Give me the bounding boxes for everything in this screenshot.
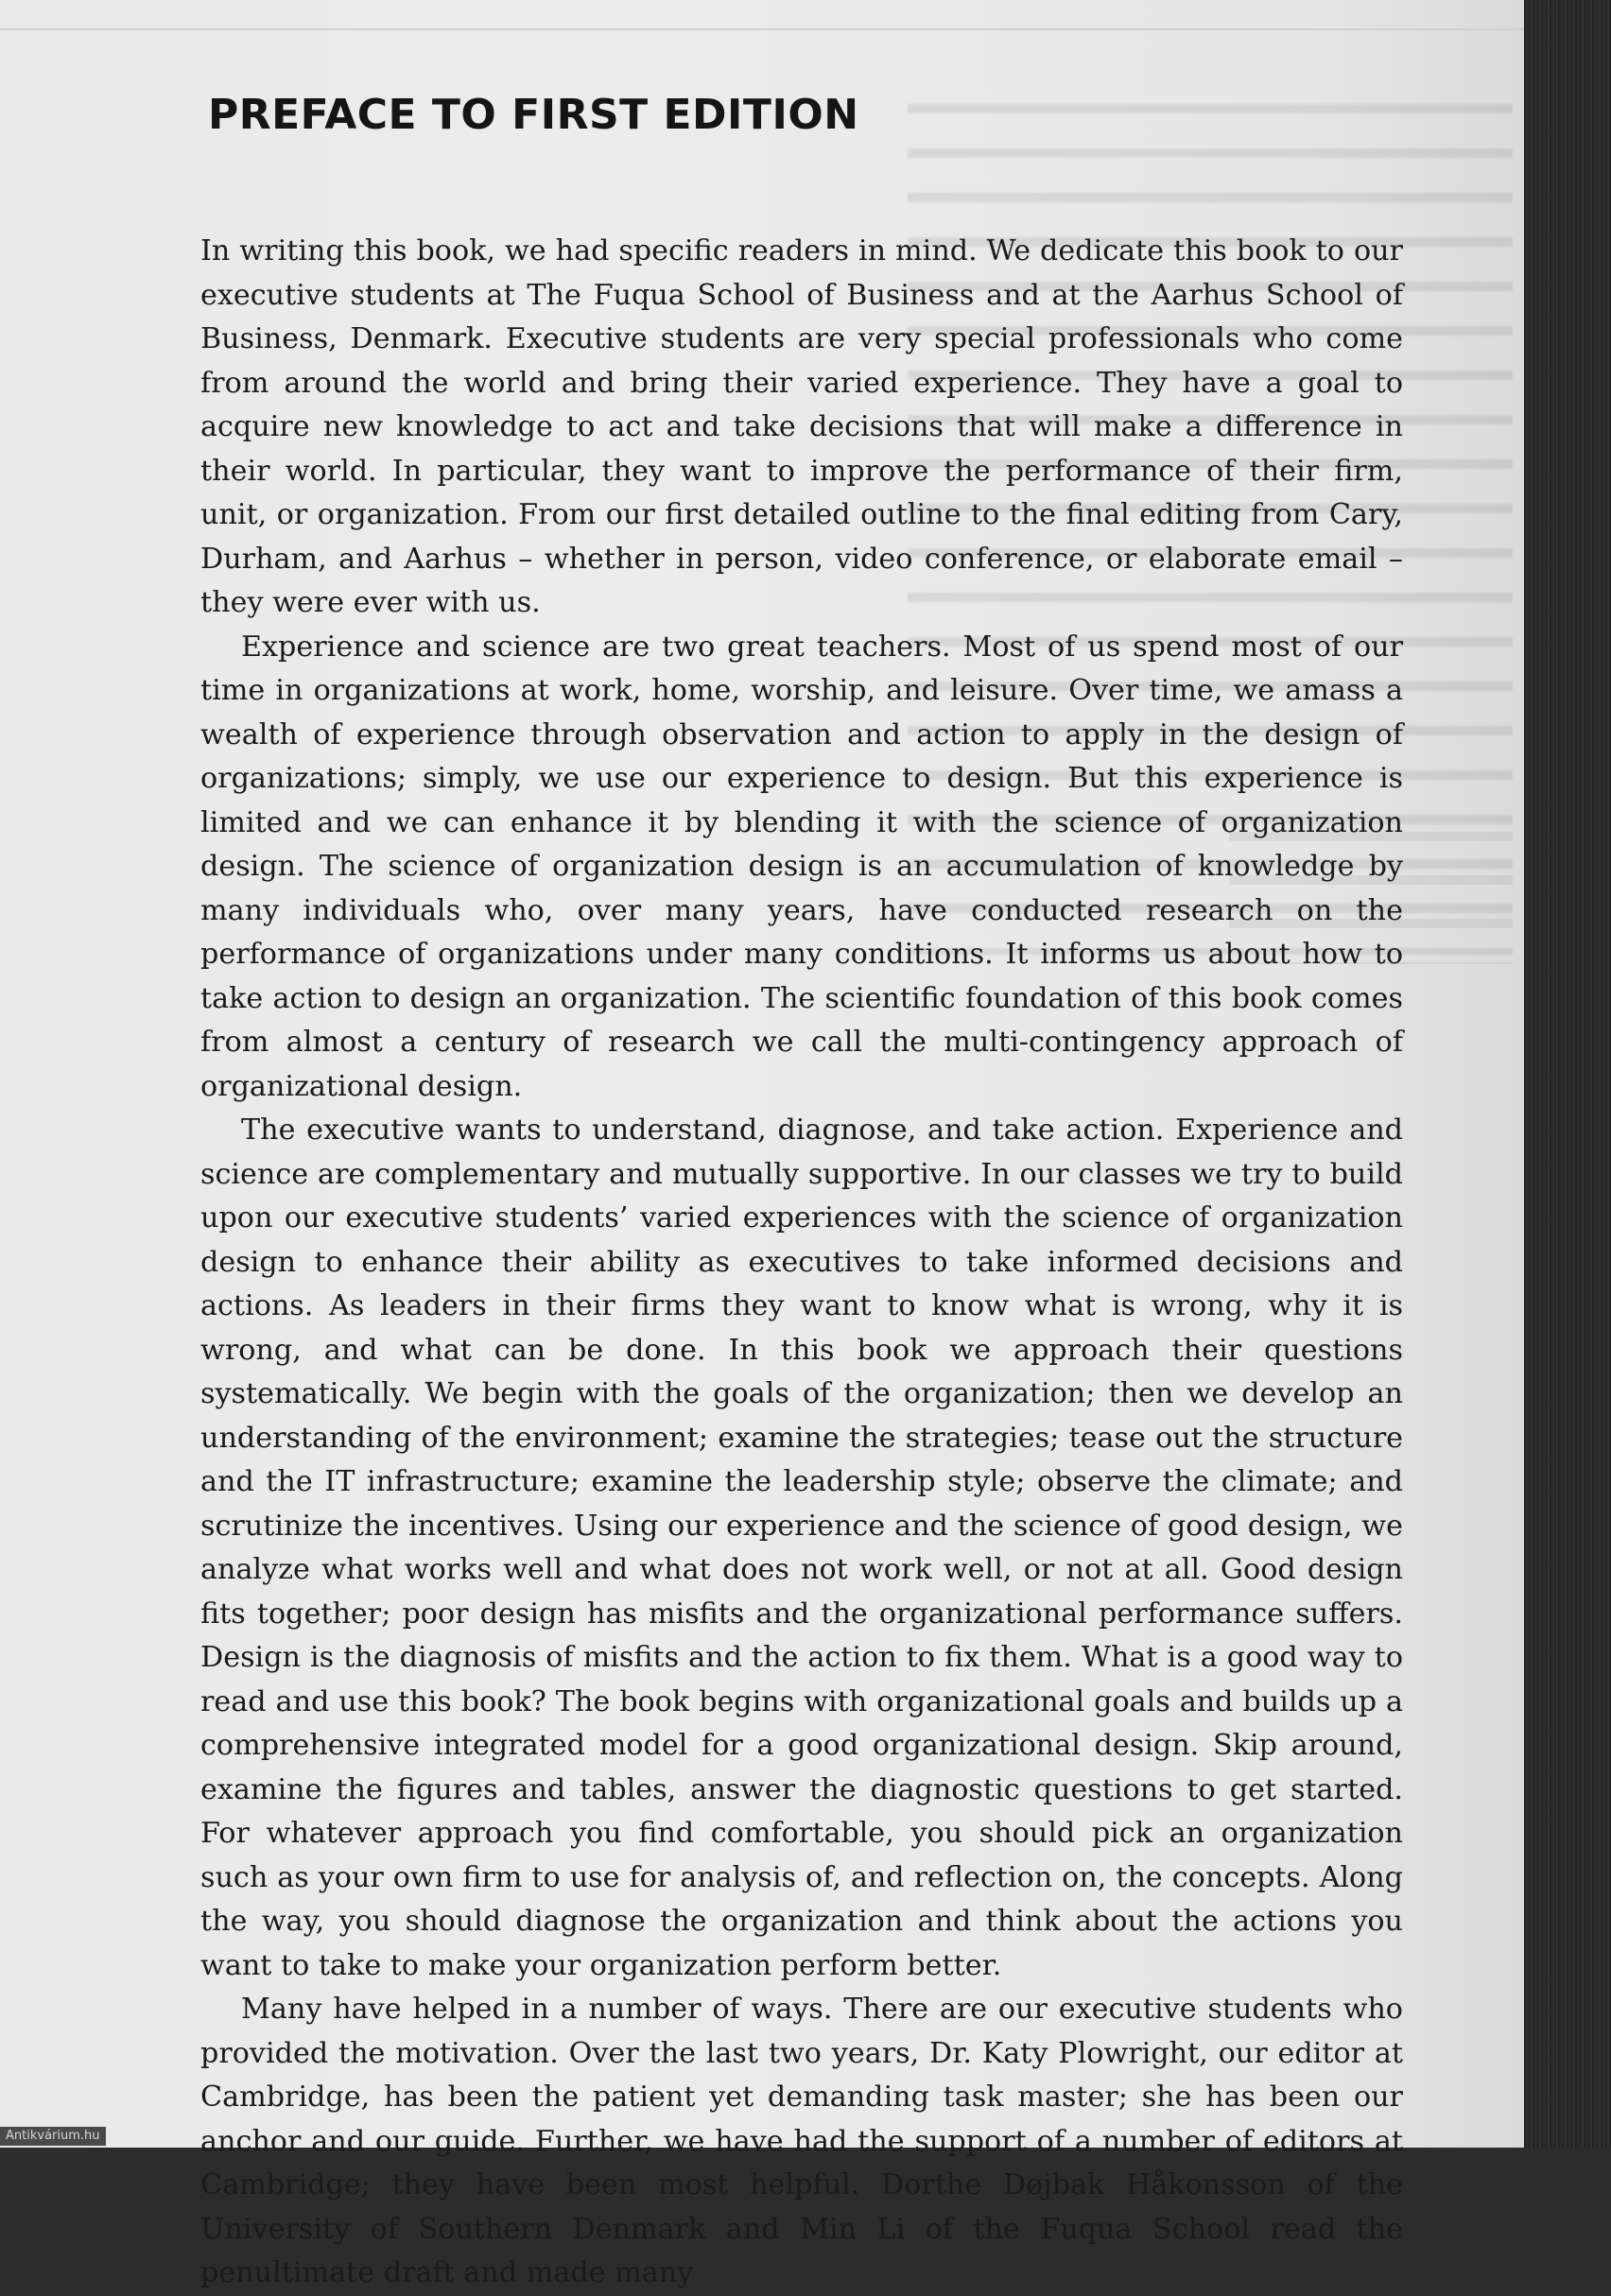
watermark: Antikvárium.hu bbox=[0, 2127, 106, 2146]
book-binding-edge bbox=[1524, 0, 1611, 2148]
paragraph-3: The executive wants to understand, diagnose, and take action. Experience and science are complementary and mutually supportive. In our classes we try to build upon our executive students’ varied experiences with the science of organization design to enhance their ability as executives to take informed decisions and actions. As leaders in their firms they want to know what is wrong, why it is wrong, and what can be done. In this book we approach their questions systematically. We begin with the goals of the organization; then we develop an understanding of the environment; examine the strategies; tease out the structure and the IT infrastructure; examine the leadership style; observe the climate; and scrutinize the incentives. Using our experience and the science of good design, we analyze what works well and what does not work well, or not at all. Good design fits together; poor design has misfits and the organizational performance suffers. Design is the diagnosis of misfits and the action to fix them. What is a good way to read and use this book? The book begins with organizational goals and builds up a comprehensive integrated model for a good organizational design. Skip around, examine the figures and tables, answer the diagnostic questions to get started. For whatever approach you find comfortable, you should pick an organization such as your own firm to use for analysis of, and reflection on, the concepts. Along the way, you should diagnose the organization and think about the actions you want to take to make your organization perform better. bbox=[200, 1113, 1403, 1982]
paragraph-4: Many have helped in a number of ways. There are our executive students who provided the motivation. Over the last two years, Dr. Katy Plowright, our editor at Cambridge, has been the patient yet demanding task master; she has been our anchor and our guide. Further, we have had the support of a number of editors at Cambridge; they have been most helpful. Dorthe Døjbak Håkonsson of the University of Southern Denmark and Min Li of the Fuqua School read the penultimate draft and made many bbox=[200, 1993, 1403, 2289]
top-rule bbox=[0, 28, 1524, 30]
paragraph-2: Experience and science are two great teachers. Most of us spend most of our time in organizations at work, home, worship, and leisure. Over time, we amass a wealth of experience through observation and action to apply in the design of organizations; simply, we use our experience to design. But this experience is limited and we can enhance it by blending it with the science of organization design. The science of organization design is an accumulation of knowledge by many individuals who, over many years, have conducted research on the performance of organizations under many conditions. It informs us about how to take action to design an organization. The scientific foundation of this book comes from almost a century of research we call the multi-contingency approach of organizational design. bbox=[200, 630, 1403, 1103]
paragraph-1: In writing this book, we had specific readers in mind. We dedicate this book to our executive students at The Fuqua School of Business and at the Aarhus School of Business, Denmark. Executive students are very special professionals who come from around the world and bring their varied experience. They have a goal to acquire new knowledge to act and take decisions that will make a difference in their world. In particular, they want to improve the performance of their firm, unit, or organization. From our first detailed outline to the final editing from Cary, Durham, and Aarhus – whether in person, video conference, or elaborate email – they were ever with us. bbox=[200, 234, 1403, 619]
page-title: PREFACE TO FIRST EDITION bbox=[208, 91, 859, 139]
body-text bbox=[200, 230, 1403, 2296]
